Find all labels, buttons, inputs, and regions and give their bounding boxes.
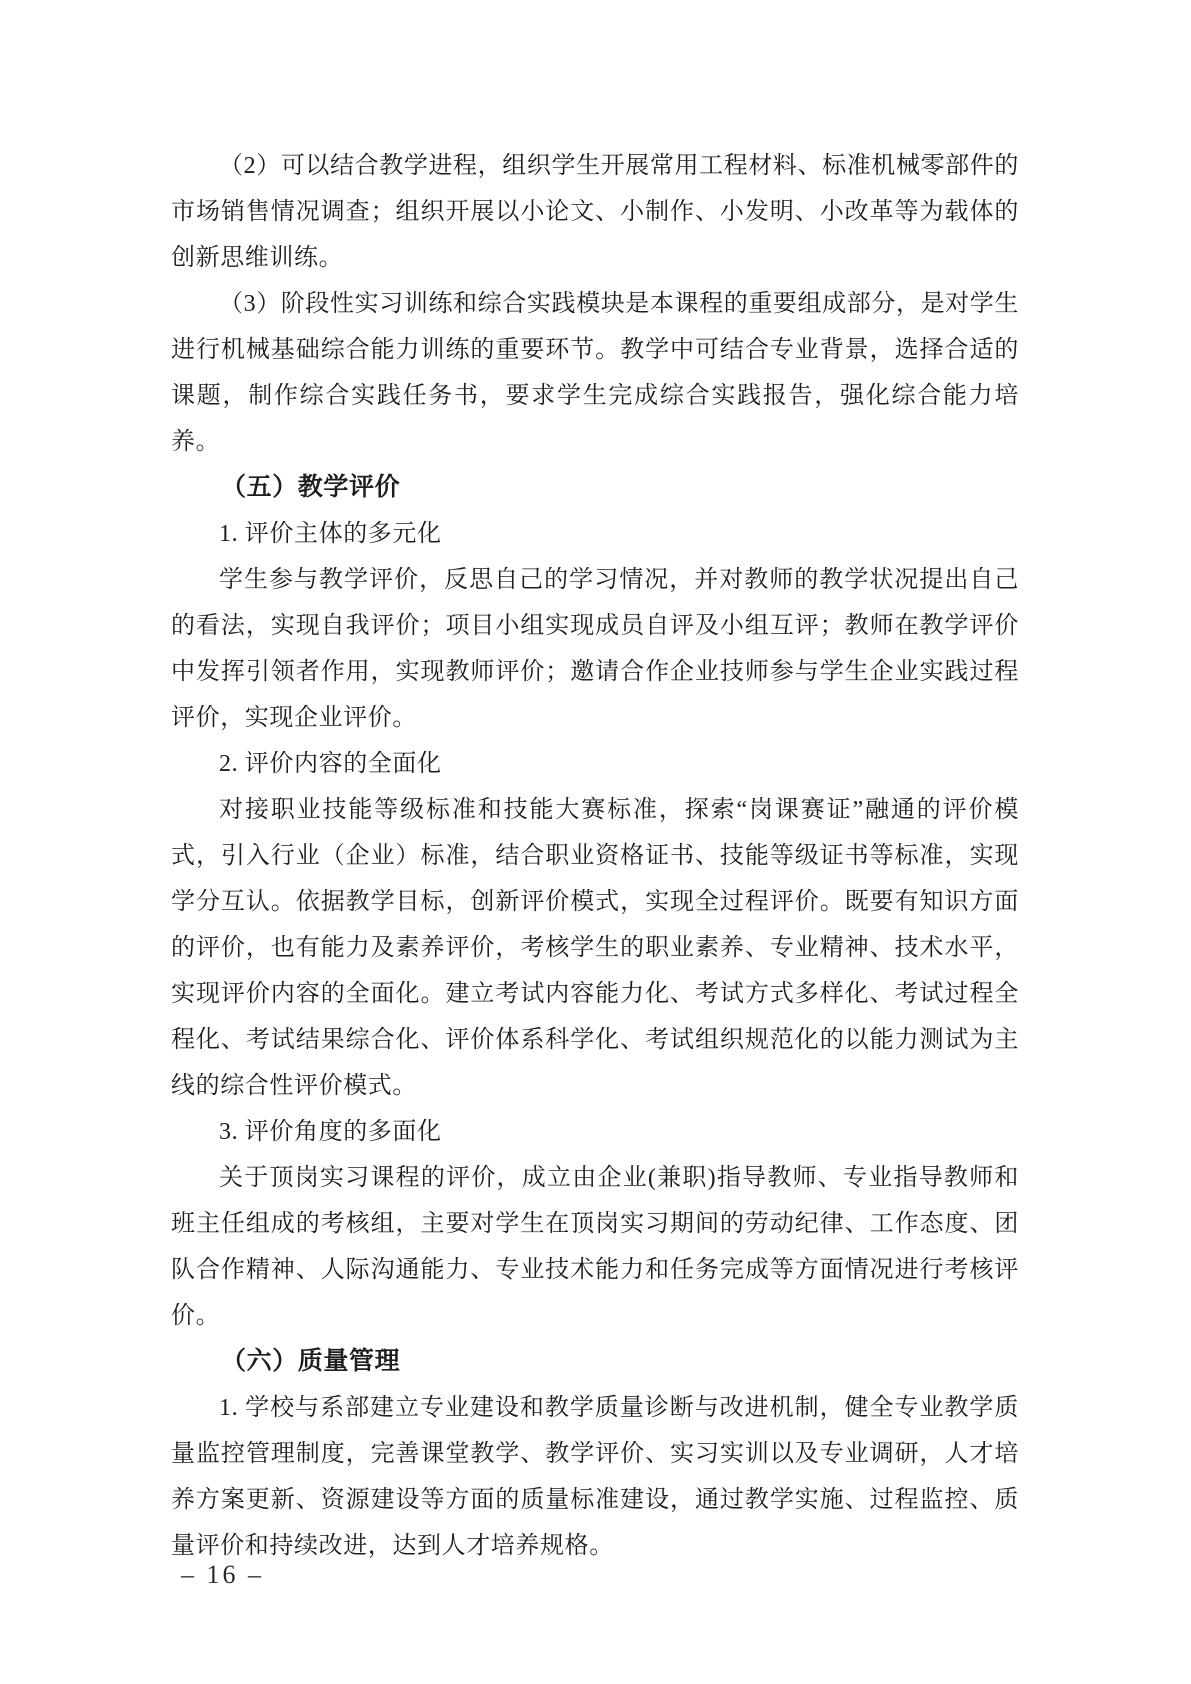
numbered-subheading: 1. 评价主体的多元化 [219,521,442,547]
body-paragraph: 关于顶岗实习课程的评价，成立由企业(兼职)指导教师、专业指导教师和班主任组成的考核组，主要对学生在顶岗实习期间的劳动纪律、工作态度、团队合作精神、人际沟通能力、专业技术能力和任务完成等方面情况进行考核评价。 [171,1165,1019,1329]
numbered-subheading: 2. 评价内容的全面化 [219,751,442,777]
body-paragraph: （3）阶段性实习训练和综合实践模块是本课程的重要组成部分，是对学生进行机械基础综合能力训练的重要环节。教学中可结合专业背景，选择合适的课题，制作综合实践任务书，要求学生完成综合实践报告，强化综合能力培养。 [171,291,1019,455]
body-paragraph: （2）可以结合教学进程，组织学生开展常用工程材料、标准机械零部件的市场销售情况调查；组织开展以小论文、小制作、小发明、小改革等为载体的创新思维训练。 [171,153,1019,271]
numbered-subheading: 3. 评价角度的多面化 [219,1119,442,1145]
page-number: – 16 – [181,1560,264,1589]
body-paragraph: 对接职业技能等级标准和技能大赛标准，探索“岗课赛证”融通的评价模式，引入行业（企业）标准，结合职业资格证书、技能等级证书等标准，实现学分互认。依据教学目标，创新评价模式，实现全过程评价。既要有知识方面的评价，也有能力及素养评价，考核学生的职业素养、专业精神、技术水平，实现评价内容的全面化。建立考试内容能力化、考试方式多样化、考试过程全程化、考试结果综合化、评价体系科学化、考试组织规范化的以能力测试为主线的综合性评价模式。 [171,797,1019,1099]
body-paragraph: 学生参与教学评价，反思自己的学习情况，并对教师的教学状况提出自己的看法，实现自我评价；项目小组实现成员自评及小组互评；教师在教学评价中发挥引领者作用，实现教师评价；邀请合作企业技师参与学生企业实践过程评价，实现企业评价。 [171,567,1019,731]
body-paragraph: 1. 学校与系部建立专业建设和教学质量诊断与改进机制，健全专业教学质量监控管理制度，完善课堂教学、教学评价、实习实训以及专业调研，人才培养方案更新、资源建设等方面的质量标准建设，通过教学实施、过程监控、质量评价和持续改进，达到人才培养规格。 [171,1395,1019,1559]
section-heading: （六）质量管理 [221,1348,401,1375]
document-body [171,143,1019,1569]
section-heading: （五）教学评价 [221,474,401,501]
